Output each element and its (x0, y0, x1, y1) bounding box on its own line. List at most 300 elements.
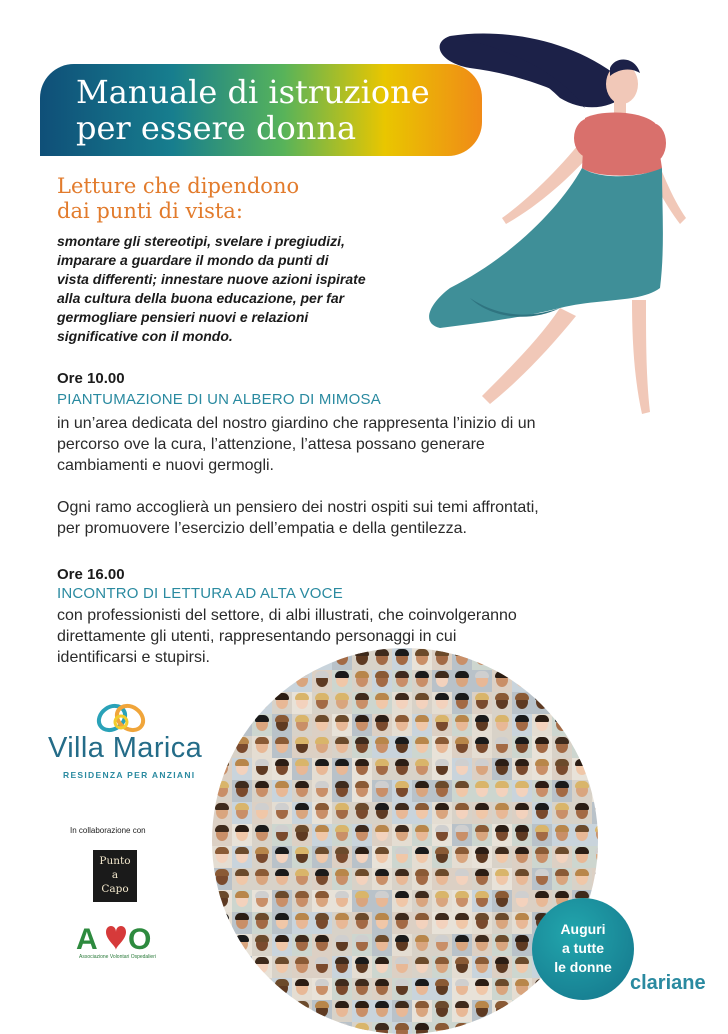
face-tile (492, 692, 512, 714)
face-tile (212, 670, 232, 692)
hair-shape (355, 1001, 369, 1008)
hair-shape (515, 671, 529, 678)
hair-shape (375, 979, 389, 986)
hair-shape (395, 803, 409, 810)
hair-shape (435, 715, 449, 722)
face-tile (512, 1000, 532, 1022)
hair-shape (395, 825, 409, 832)
villa-marica-logo-icon (94, 700, 148, 736)
face-tile (592, 780, 598, 802)
hair-shape (275, 935, 289, 942)
face-tile (492, 956, 512, 978)
face-tile (332, 692, 352, 714)
face-tile (512, 736, 532, 758)
hair-shape (335, 1023, 349, 1030)
hair-shape (315, 825, 329, 832)
face-tile (212, 780, 232, 802)
face-tile (392, 978, 412, 1000)
face-tile (352, 890, 372, 912)
face-tile (352, 714, 372, 736)
hair-shape (235, 759, 249, 766)
face-tile (472, 956, 492, 978)
face-tile (292, 912, 312, 934)
face-tile (392, 670, 412, 692)
face-tile (352, 648, 372, 670)
hair-shape (215, 913, 229, 920)
hair-shape (295, 891, 309, 898)
face-tile (292, 824, 312, 846)
hair-shape (275, 781, 289, 788)
hair-shape (595, 1023, 598, 1030)
event-2-line: identificarsi e stupirsi. (57, 649, 210, 666)
event-1-time: Ore 10.00 (57, 370, 125, 387)
hair-shape (255, 693, 269, 700)
face-tile (372, 802, 392, 824)
hair-shape (315, 781, 329, 788)
hair-shape (395, 759, 409, 766)
event-2-line: con professionisti del settore, di albi illustrati, che coinvolgeranno (57, 607, 517, 624)
hair-shape (455, 715, 469, 722)
face-tile (552, 758, 572, 780)
hair-shape (475, 913, 489, 920)
face-tile (412, 802, 432, 824)
hair-shape (215, 671, 229, 678)
face-tile (252, 758, 272, 780)
hair-shape (235, 935, 249, 942)
hair-shape (355, 979, 369, 986)
hair-shape (455, 847, 469, 854)
face-tile (272, 648, 292, 670)
hair-shape (235, 1001, 249, 1008)
face-tile (552, 648, 572, 670)
event-1-description (57, 413, 657, 476)
face-tile (532, 648, 552, 670)
face-tile (312, 736, 332, 758)
hair-shape (435, 847, 449, 854)
face-tile (392, 780, 412, 802)
face-tile (472, 978, 492, 1000)
hair-shape (415, 671, 429, 678)
hair-shape (315, 737, 329, 744)
face-tile (592, 802, 598, 824)
hair-shape (555, 1001, 569, 1008)
face-tile (492, 846, 512, 868)
hair-shape (555, 847, 569, 854)
hair-shape (295, 935, 309, 942)
face-tile (212, 824, 232, 846)
hair-shape (555, 693, 569, 700)
face-tile (252, 956, 272, 978)
hair-shape (315, 693, 329, 700)
face-tile (432, 934, 452, 956)
face-tile (352, 868, 372, 890)
hair-shape (575, 1001, 589, 1008)
hair-shape (435, 869, 449, 876)
hair-shape (455, 759, 469, 766)
hair-shape (395, 693, 409, 700)
face-tile (332, 846, 352, 868)
hair-shape (275, 891, 289, 898)
hair-shape (515, 649, 529, 656)
face-tile (592, 868, 598, 890)
face-tile (492, 978, 512, 1000)
hair-shape (375, 737, 389, 744)
face-tile (392, 802, 412, 824)
face-tile (512, 846, 532, 868)
hair-shape (455, 825, 469, 832)
hair-shape (435, 957, 449, 964)
hair-shape (375, 957, 389, 964)
hair-shape (575, 649, 589, 656)
hair-shape (455, 1023, 469, 1030)
hair-shape (215, 693, 229, 700)
hair-shape (315, 715, 329, 722)
hair-shape (495, 759, 509, 766)
face-tile (292, 890, 312, 912)
face-tile (452, 758, 472, 780)
face-tile (272, 912, 292, 934)
face-tile (412, 956, 432, 978)
hair-shape (275, 1001, 289, 1008)
hair-shape (315, 869, 329, 876)
face-tile (292, 934, 312, 956)
hair-shape (355, 825, 369, 832)
hair-shape (275, 693, 289, 700)
face-tile (432, 758, 452, 780)
hair-shape (455, 979, 469, 986)
hair-shape (335, 891, 349, 898)
face-tile (372, 780, 392, 802)
face-tile (272, 736, 292, 758)
event-1-heading: PIANTUMAZIONE DI UN ALBERO DI MIMOSA (57, 391, 381, 408)
hair-shape (595, 671, 598, 678)
face-tile (432, 978, 452, 1000)
hair-shape (335, 935, 349, 942)
face-tile (512, 956, 532, 978)
hair-shape (295, 825, 309, 832)
hair-shape (395, 737, 409, 744)
face-tile (232, 978, 252, 1000)
hair-shape (275, 1023, 289, 1030)
hair-shape (535, 781, 549, 788)
face-tile (432, 670, 452, 692)
hair-shape (295, 1001, 309, 1008)
hair-shape (455, 913, 469, 920)
hair-shape (555, 759, 569, 766)
face-tile (372, 670, 392, 692)
hair-shape (295, 737, 309, 744)
hair-shape (515, 759, 529, 766)
hair-shape (555, 825, 569, 832)
face-tile (212, 802, 232, 824)
face-tile (432, 846, 452, 868)
face-tile (452, 934, 472, 956)
face-tile (392, 714, 412, 736)
face-tile (272, 802, 292, 824)
hair-shape (355, 715, 369, 722)
hair-shape (395, 891, 409, 898)
face-tile (252, 670, 272, 692)
face-tile (352, 758, 372, 780)
face-tile (272, 824, 292, 846)
face-tile (272, 692, 292, 714)
hair-shape (335, 803, 349, 810)
face-tile (332, 934, 352, 956)
face-tile (392, 956, 412, 978)
hair-shape (475, 803, 489, 810)
face-tile (212, 736, 232, 758)
face-tile (432, 802, 452, 824)
face-tile (412, 934, 432, 956)
face-tile (332, 824, 352, 846)
face-tile (352, 802, 372, 824)
face-tile (372, 736, 392, 758)
hair-shape (275, 737, 289, 744)
hair-shape (415, 715, 429, 722)
hair-shape (415, 803, 429, 810)
subtitle (57, 174, 387, 224)
hair-shape (235, 649, 249, 656)
face-tile (272, 1000, 292, 1022)
face-tile (552, 714, 572, 736)
hair-shape (315, 891, 329, 898)
hair-shape (315, 847, 329, 854)
hair-shape (575, 825, 589, 832)
face-tile (352, 824, 372, 846)
hair-shape (295, 979, 309, 986)
hair-shape (375, 1023, 389, 1030)
face-tile (312, 670, 332, 692)
face-tile (532, 780, 552, 802)
hair-shape (295, 715, 309, 722)
hair-shape (415, 935, 429, 942)
hair-shape (435, 737, 449, 744)
face-tile (512, 780, 532, 802)
face-tile (452, 868, 472, 890)
hair-shape (235, 715, 249, 722)
face-tile (552, 868, 572, 890)
hair-shape (495, 649, 509, 656)
face-tile (212, 912, 232, 934)
intro-line: alla cultura della buona educazione, per far (57, 290, 345, 306)
face-tile (452, 912, 472, 934)
hair-shape (415, 1001, 429, 1008)
hair-shape (275, 825, 289, 832)
hair-shape (355, 737, 369, 744)
hair-shape (435, 671, 449, 678)
hair-shape (375, 803, 389, 810)
hair-shape (235, 1023, 249, 1030)
clariane-logo: clariane (630, 972, 706, 994)
face-tile (312, 868, 332, 890)
hair-shape (475, 781, 489, 788)
face-tile (452, 978, 472, 1000)
face-tile (372, 824, 392, 846)
hair-shape (275, 913, 289, 920)
heart-icon (106, 926, 126, 950)
hair-shape (355, 671, 369, 678)
hair-shape (315, 913, 329, 920)
face-tile (532, 692, 552, 714)
hair-shape (555, 649, 569, 656)
face-tile (472, 758, 492, 780)
hair-shape (215, 1001, 229, 1008)
hair-shape (595, 847, 598, 854)
hair-shape (475, 979, 489, 986)
hair-shape (535, 649, 549, 656)
hair-shape (435, 759, 449, 766)
hair-shape (535, 737, 549, 744)
hair-shape (535, 715, 549, 722)
face-tile (492, 780, 512, 802)
face-tile (312, 824, 332, 846)
face-tile (332, 648, 352, 670)
face-tile (412, 890, 432, 912)
hair-shape (495, 1023, 509, 1030)
face-tile (372, 758, 392, 780)
face-tile (252, 978, 272, 1000)
hair-shape (415, 737, 429, 744)
face-tile (552, 692, 572, 714)
face-tile (292, 780, 312, 802)
face-tile (512, 758, 532, 780)
collab-label: In collaborazione con (70, 826, 146, 835)
face-tile (292, 1000, 312, 1022)
hair-shape (235, 737, 249, 744)
hair-shape (215, 825, 229, 832)
hair-shape (335, 1001, 349, 1008)
face-tile (272, 934, 292, 956)
face-tile (352, 670, 372, 692)
face-tile (312, 714, 332, 736)
face-tile (232, 714, 252, 736)
hair-shape (475, 957, 489, 964)
event-1-line: percorso ove la cura, l’attenzione, l’attesa possano generare (57, 436, 485, 453)
partner-punto-a-capo-logo (93, 850, 137, 902)
hair-shape (275, 979, 289, 986)
hair-shape (495, 913, 509, 920)
face-tile (452, 692, 472, 714)
face-tile (332, 1000, 352, 1022)
avo-letter-a: A (76, 923, 98, 954)
hair-shape (295, 803, 309, 810)
face-tile (352, 934, 372, 956)
hair-shape (455, 649, 469, 656)
hair-shape (235, 913, 249, 920)
hair-shape (455, 1001, 469, 1008)
face-tile (572, 758, 592, 780)
hair-shape (495, 1001, 509, 1008)
face-tile (292, 758, 312, 780)
face-tile (472, 780, 492, 802)
face-tile (452, 714, 472, 736)
face-tile (552, 780, 572, 802)
face-tile (512, 802, 532, 824)
face-tile (412, 824, 432, 846)
hair-shape (515, 913, 529, 920)
face-tile (232, 670, 252, 692)
hair-shape (495, 803, 509, 810)
face-tile (452, 736, 472, 758)
face-tile (532, 802, 552, 824)
face-tile (472, 670, 492, 692)
hair-shape (415, 825, 429, 832)
face-tile (412, 736, 432, 758)
hair-shape (355, 1023, 369, 1030)
hair-shape (255, 935, 269, 942)
face-tile (252, 1000, 272, 1022)
event-1-extra (57, 497, 657, 539)
face-tile (392, 846, 412, 868)
hair-shape (535, 825, 549, 832)
face-tile (472, 868, 492, 890)
hair-shape (235, 825, 249, 832)
face-tile (572, 780, 592, 802)
face-tile (272, 978, 292, 1000)
face-tile (252, 780, 272, 802)
face-tile (432, 956, 452, 978)
face-tile (552, 670, 572, 692)
face-tile (252, 824, 272, 846)
hair-shape (475, 759, 489, 766)
face-tile (432, 868, 452, 890)
face-tile (292, 846, 312, 868)
face-tile (212, 868, 232, 890)
hair-shape (215, 847, 229, 854)
hair-shape (375, 781, 389, 788)
hair-shape (575, 671, 589, 678)
hair-shape (295, 957, 309, 964)
hair-shape (375, 715, 389, 722)
hair-shape (415, 869, 429, 876)
face-tile (492, 824, 512, 846)
hair-shape (435, 1023, 449, 1030)
event-2-line: direttamente gli utenti, rappresentando personaggi in cui (57, 628, 457, 645)
hair-shape (515, 957, 529, 964)
hair-shape (435, 935, 449, 942)
hair-shape (255, 715, 269, 722)
face-tile (312, 912, 332, 934)
face-tile (292, 736, 312, 758)
hair-shape (395, 935, 409, 942)
face-tile (392, 648, 412, 670)
hair-shape (575, 869, 589, 876)
face-tile (412, 978, 432, 1000)
hair-shape (555, 671, 569, 678)
face-tile (412, 758, 432, 780)
face-tile (392, 868, 412, 890)
hair-shape (255, 1001, 269, 1008)
face-tile (432, 714, 452, 736)
hair-shape (235, 869, 249, 876)
hair-shape (375, 649, 389, 656)
face-tile (252, 802, 272, 824)
hair-shape (355, 847, 369, 854)
face-tile (312, 692, 332, 714)
hair-shape (275, 649, 289, 656)
hair-shape (275, 759, 289, 766)
face-tile (592, 846, 598, 868)
subtitle-line-2: dai punti di vista: (57, 199, 243, 223)
face-tile (232, 846, 252, 868)
hair-shape (595, 715, 598, 722)
hair-shape (215, 759, 229, 766)
face-tile (512, 648, 532, 670)
face-tile (552, 802, 572, 824)
hair-shape (375, 1001, 389, 1008)
face-tile (272, 780, 292, 802)
hair-shape (295, 671, 309, 678)
